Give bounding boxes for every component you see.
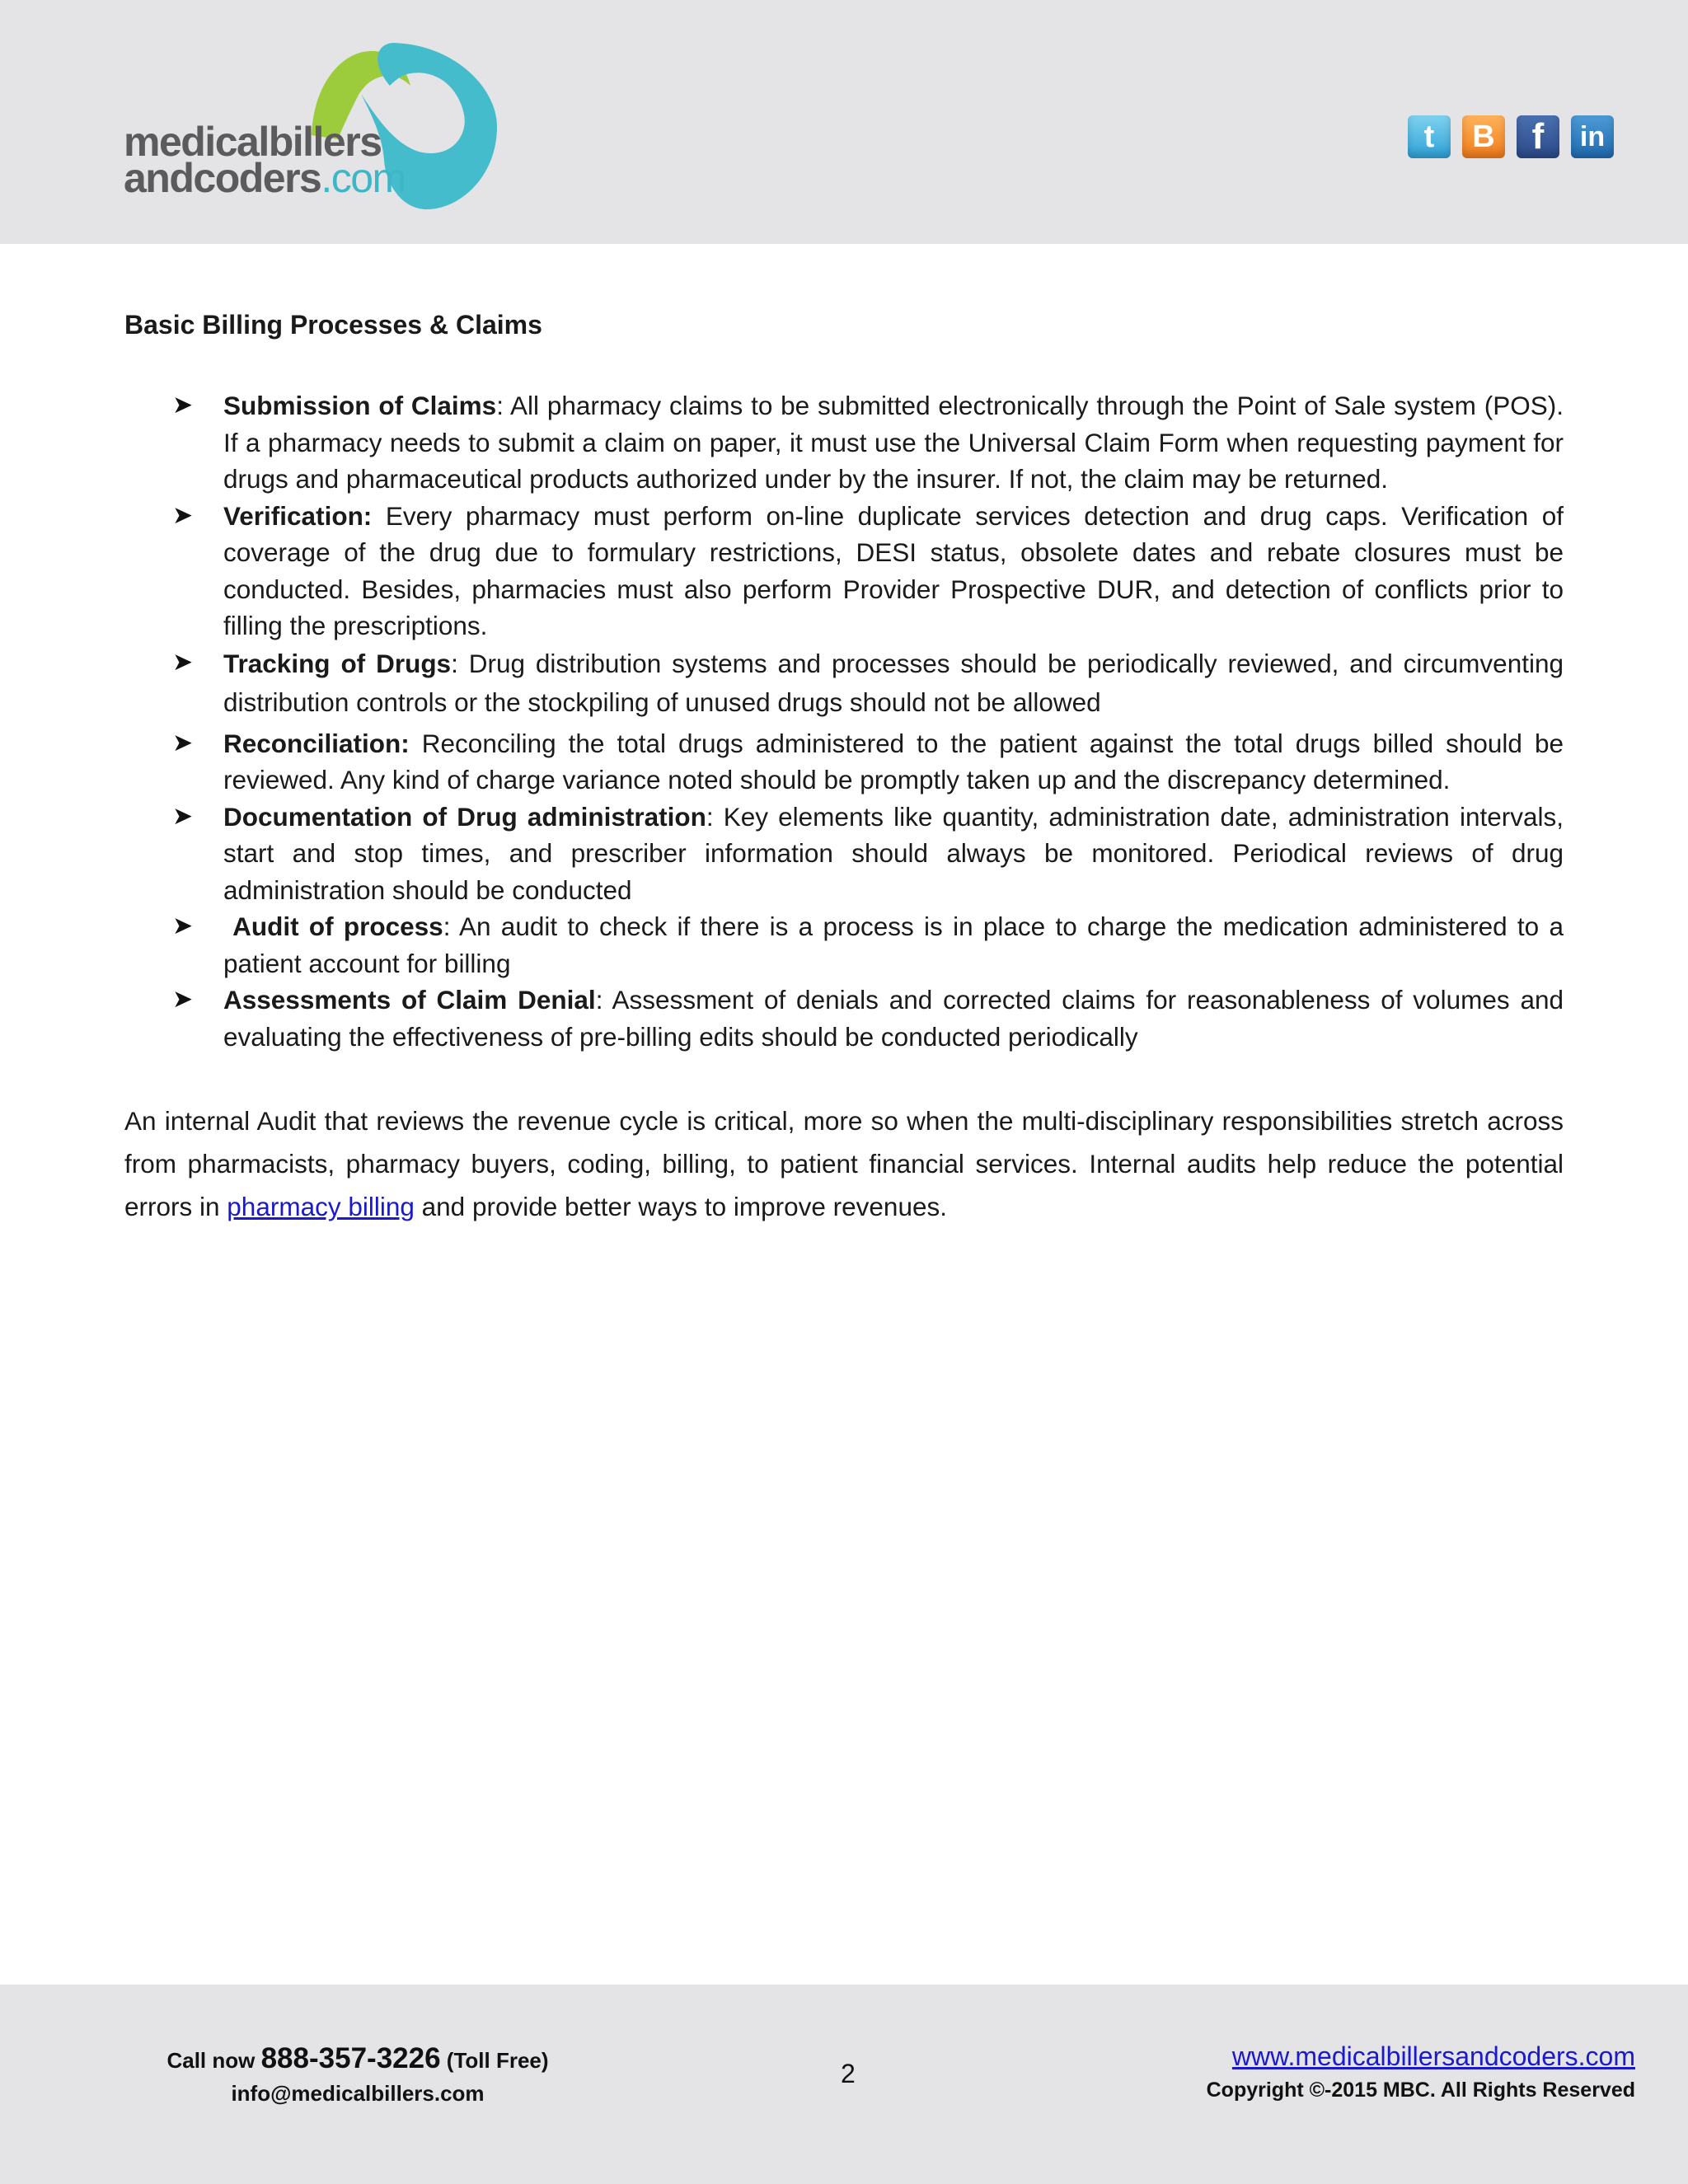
arrow-bullet-icon: ➤ bbox=[172, 802, 194, 830]
bullet-text: : Drug distribution systems and processes should be periodically reviewed, and circumventing distribution controls or the stockpiling of unused drugs should not be allowed bbox=[223, 648, 1564, 717]
pharmacy-billing-link[interactable]: pharmacy billing bbox=[227, 1192, 415, 1221]
website-link[interactable]: www.medicalbillersandcoders.com bbox=[1231, 2041, 1635, 2071]
arrow-bullet-icon: ➤ bbox=[172, 391, 194, 419]
linkedin-icon[interactable]: in bbox=[1571, 115, 1614, 158]
bullet-label: Verification: bbox=[223, 500, 373, 531]
bullet-text: : Key elements like quantity, administration date, administration intervals, start and stop times, and prescriber information should always be monitored. Periodical reviews of drug administration should be conducted bbox=[223, 801, 1564, 905]
bullet-text: : An audit to check if there is a process is in place to charge the medication administered to a patient account for billing bbox=[223, 912, 1564, 978]
arrow-bullet-icon: ➤ bbox=[172, 648, 194, 676]
call-now: Call now 888-357-3226 (Toll Free) bbox=[166, 2042, 549, 2074]
copyright: Copyright ©-2015 MBC. All Rights Reserved bbox=[1206, 2079, 1635, 2102]
bullet-label: Assessments of Claim Denial bbox=[223, 985, 596, 1015]
page-header bbox=[0, 0, 1688, 244]
arrow-bullet-icon: ➤ bbox=[172, 729, 194, 757]
footer-right bbox=[1207, 2039, 1635, 2107]
facebook-icon[interactable]: f bbox=[1517, 115, 1559, 158]
bullet-text: Reconciling the total drugs administered to the patient against the total drugs billed should be reviewed. Any kind of charge variance noted should be promptly taken up and the discrepancy determined. bbox=[223, 728, 1564, 794]
page-number: 2 bbox=[841, 2059, 856, 2088]
document-body bbox=[124, 305, 1564, 1228]
list-item bbox=[124, 908, 1564, 982]
bullet-text: : Assessment of denials and corrected claims for reasonableness of volumes and evaluating the effectiveness of pre-billing edits should be conducted periodically bbox=[223, 985, 1564, 1052]
list-item bbox=[124, 982, 1564, 1055]
bullet-label: Documentation of Drug administration bbox=[223, 801, 706, 832]
list-item bbox=[124, 644, 1564, 722]
bullet-label: Reconciliation: bbox=[223, 728, 410, 758]
list-item bbox=[124, 498, 1564, 644]
phone-number[interactable]: 888-357-3226 bbox=[260, 2042, 441, 2074]
summary-paragraph: An internal Audit that reviews the revenue cycle is critical, more so when the multi-disciplinary responsibilities stretch across from pharmacists, pharmacy buyers, coding, billing, to patient financial services. Internal audits help reduce the potential errors in pharmacy billing and provide better ways to improve revenues. bbox=[124, 1106, 1564, 1221]
list-item bbox=[124, 725, 1564, 799]
list-item bbox=[124, 387, 1564, 498]
arrow-bullet-icon: ➤ bbox=[172, 501, 194, 529]
bullet-label: Submission of Claims bbox=[223, 391, 497, 420]
arrow-bullet-icon: ➤ bbox=[172, 986, 194, 1013]
list-item bbox=[124, 799, 1564, 909]
bullet-list bbox=[124, 387, 1564, 1055]
bullet-text: Every pharmacy must perform on-line duplicate services detection and drug caps. Verification of coverage of the drug due to formulary restrictions, DESI status, obsolete dates and rebate closures must be conducted. Besides, pharmacies must also perform Provider Prospective DUR, and detection of conflicts prior to filling the prescriptions. bbox=[223, 500, 1564, 640]
email-address[interactable]: info@medicalbillers.com bbox=[231, 2081, 485, 2106]
bullet-label: Tracking of Drugs bbox=[223, 648, 452, 678]
section-title: Basic Billing Processes & Claims bbox=[124, 310, 542, 340]
twitter-icon[interactable]: t bbox=[1408, 115, 1451, 158]
social-icons bbox=[1408, 115, 1614, 158]
contact-info bbox=[160, 2042, 556, 2110]
logo-text: medicalbillers andcoders.com bbox=[124, 119, 406, 201]
arrow-bullet-icon: ➤ bbox=[172, 912, 194, 940]
bullet-label: Audit of process bbox=[223, 912, 443, 941]
bullet-text: : All pharmacy claims to be submitted electronically through the Point of Sale system (POS). If a pharmacy needs to submit a claim on paper, it must use the Universal Claim Form when requesting payment for drugs and pharmaceutical products authorized under by the insurer. If not, the claim may be returned. bbox=[223, 391, 1564, 494]
page-footer bbox=[0, 1985, 1688, 2184]
blogger-icon[interactable]: B bbox=[1462, 115, 1505, 158]
